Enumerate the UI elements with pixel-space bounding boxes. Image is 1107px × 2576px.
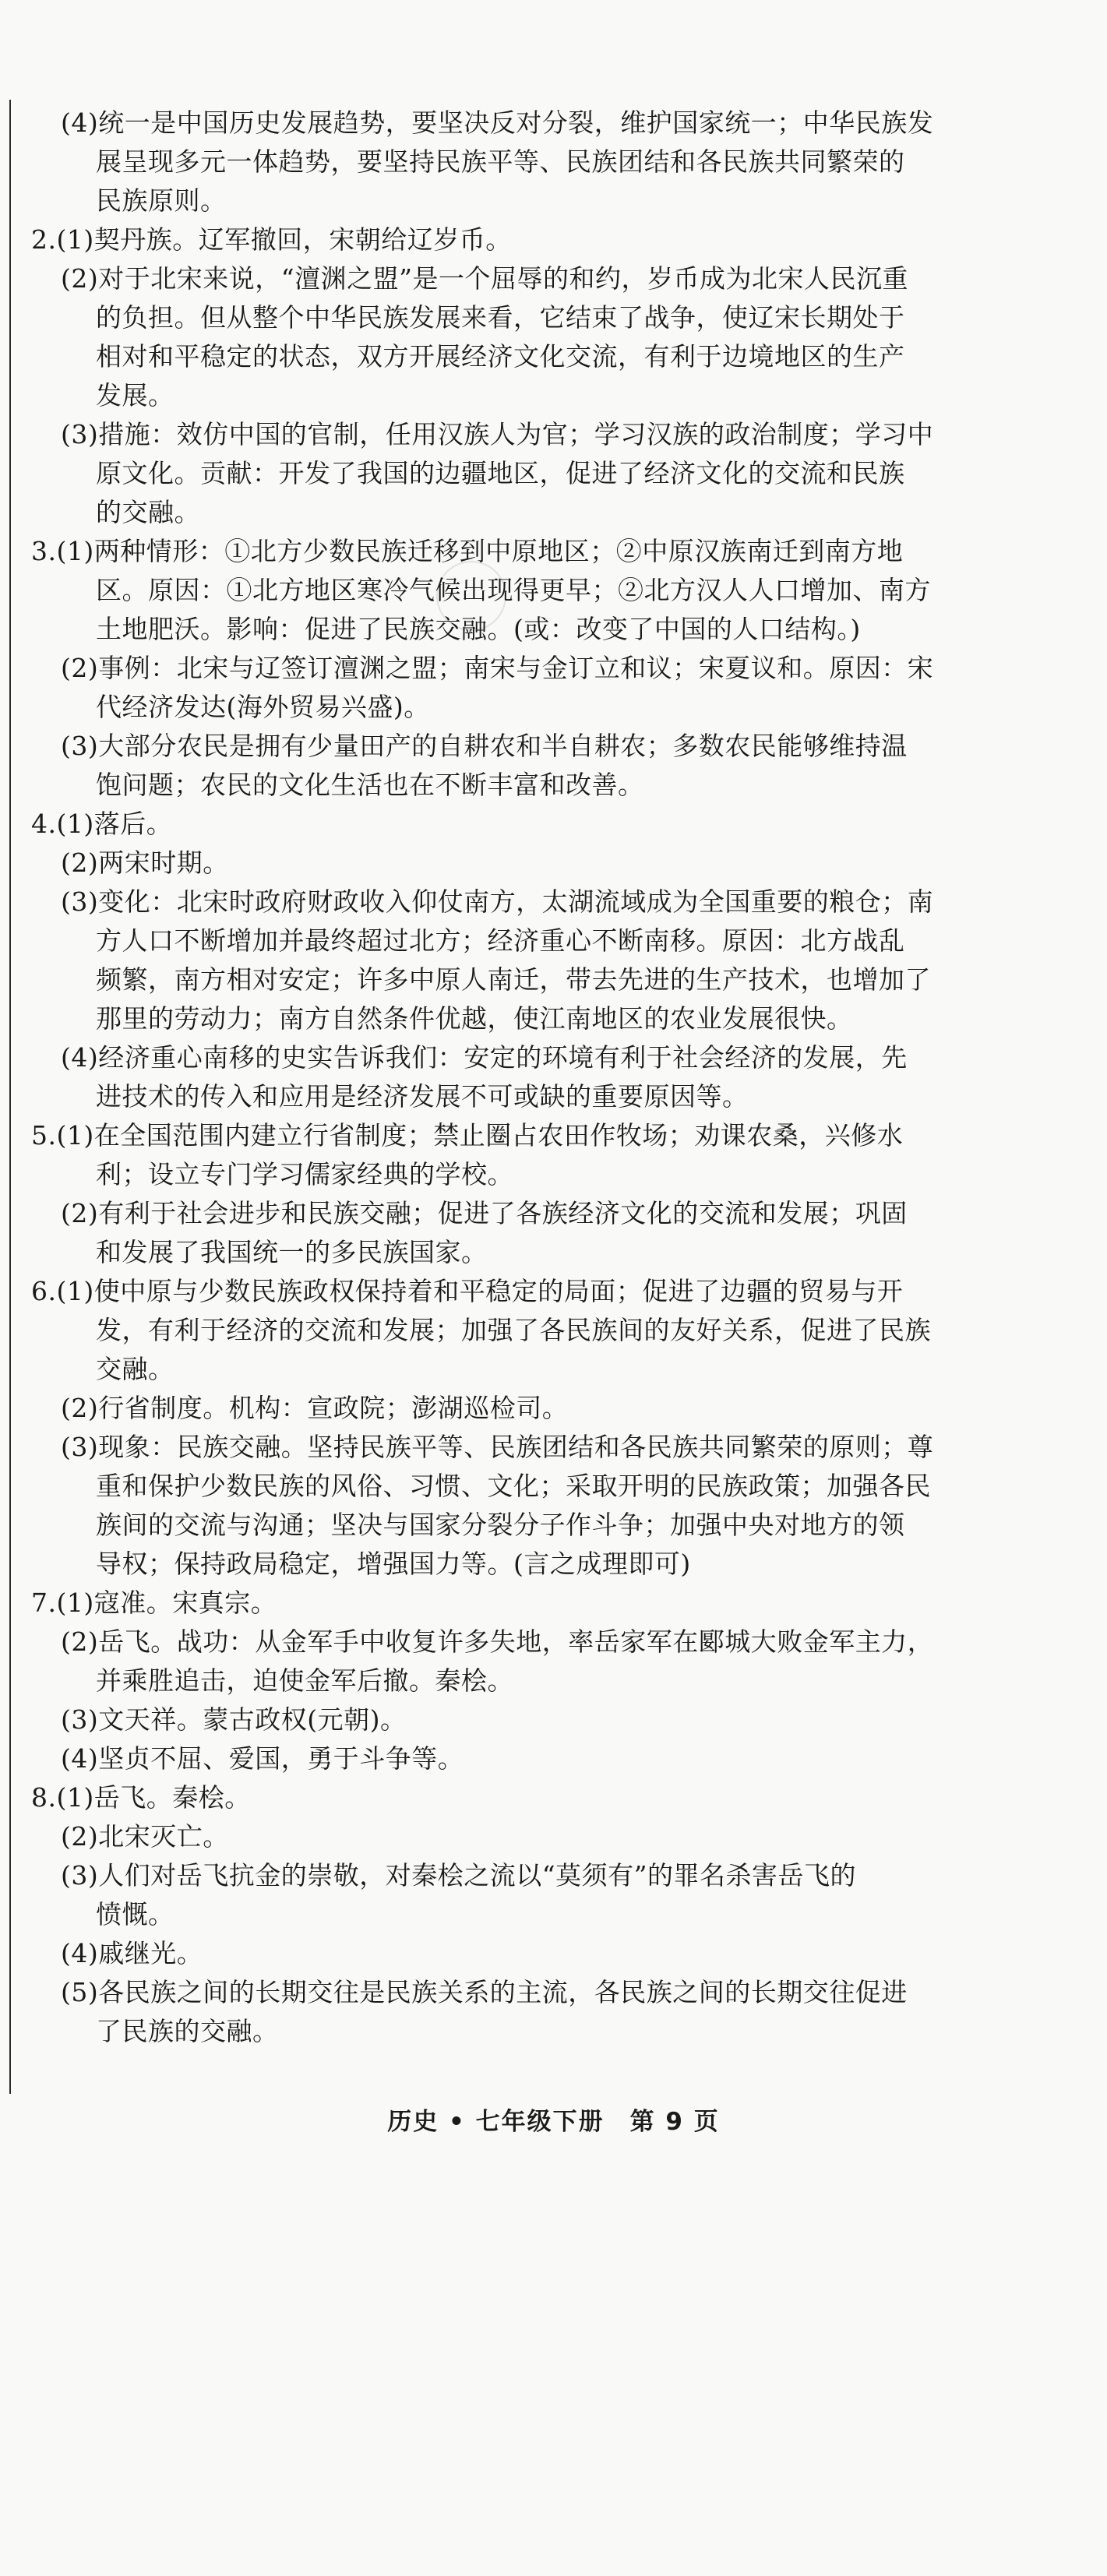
text-line: (2)事例：北宋与辽签订澶渊之盟；南宋与金订立和议；宋夏议和。原因：宋 bbox=[61, 653, 934, 683]
text-line: (4)坚贞不屈、爱国，勇于斗争等。 bbox=[61, 1743, 464, 1774]
text-line: (2)北宋灭亡。 bbox=[61, 1821, 229, 1852]
text-line: 相对和平稳定的状态，双方开展经济文化交流，有利于边境地区的生产 bbox=[96, 341, 905, 372]
text-line: (3)变化：北宋时政府财政收入仰仗南方，太湖流域成为全国重要的粮仓；南 bbox=[61, 886, 934, 917]
text-line: (2)两宋时期。 bbox=[61, 848, 229, 878]
text-line: 4.(1)落后。 bbox=[31, 809, 173, 839]
text-line: 发，有利于经济的交流和发展；加强了各民族间的友好关系，促进了民族 bbox=[96, 1315, 931, 1345]
text-line: 那里的劳动力；南方自然条件优越，使江南地区的农业发展很快。 bbox=[96, 1003, 853, 1034]
text-line: 交融。 bbox=[96, 1354, 175, 1384]
text-line: 3.(1)两种情形：①北方少数民族迁移到中原地区；②中原汉族南迁到南方地 bbox=[31, 536, 904, 566]
text-line: 7.(1)寇准。宋真宗。 bbox=[31, 1588, 277, 1618]
text-line: 6.(1)使中原与少数民族政权保持着和平稳定的局面；促进了边疆的贸易与开 bbox=[31, 1276, 904, 1306]
text-line: 利；设立专门学习儒家经典的学校。 bbox=[96, 1159, 513, 1189]
text-line: 并乘胜追击，迫使金军后撤。秦桧。 bbox=[96, 1665, 513, 1696]
text-line: 族间的交流与沟通；坚决与国家分裂分子作斗争；加强中央对地方的领 bbox=[96, 1510, 905, 1540]
text-line: (2)有利于社会进步和民族交融；促进了各族经济文化的交流和发展；巩固 bbox=[61, 1198, 908, 1228]
text-line: 的交融。 bbox=[96, 497, 200, 527]
text-line: 重和保护少数民族的风俗、习惯、文化；采取开明的民族政策；加强各民 bbox=[96, 1471, 931, 1501]
text-line: (3)文天祥。蒙古政权(元朝)。 bbox=[61, 1704, 407, 1735]
text-line: 进技术的传入和应用是经济发展不可或缺的重要原因等。 bbox=[96, 1081, 749, 1112]
text-line: (3)现象：民族交融。坚持民族平等、民族团结和各民族共同繁荣的原则；尊 bbox=[61, 1432, 934, 1462]
text-line: (4)经济重心南移的史实告诉我们：安定的环境有利于社会经济的发展，先 bbox=[61, 1042, 908, 1073]
text-line: 5.(1)在全国范围内建立行省制度；禁止圈占农田作牧场；劝课农桑，兴修水 bbox=[31, 1120, 904, 1151]
text-line: (3)大部分农民是拥有少量田产的自耕农和半自耕农；多数农民能够维持温 bbox=[61, 731, 908, 761]
text-line: (4)统一是中国历史发展趋势，要坚决反对分裂，维护国家统一；中华民族发 bbox=[61, 107, 934, 138]
text-line: 导权；保持政局稳定，增强国力等。(言之成理即可) bbox=[96, 1549, 691, 1579]
text-line: (2)岳飞。战功：从金军手中收复许多失地，率岳家军在郾城大败金军主力， bbox=[61, 1626, 934, 1657]
text-line: 愤慨。 bbox=[96, 1899, 175, 1929]
text-line: 代经济发达(海外贸易兴盛)。 bbox=[96, 692, 430, 722]
text-line: 2.(1)契丹族。辽军撤回，宋朝给辽岁币。 bbox=[31, 224, 512, 255]
margin-rule bbox=[9, 100, 11, 2094]
text-line: 区。原因：①北方地区寒冷气候出现得更早；②北方汉人人口增加、南方 bbox=[96, 575, 931, 605]
text-line: 的负担。但从整个中华民族发展来看，它结束了战争，使辽宋长期处于 bbox=[96, 302, 905, 333]
text-line: 发展。 bbox=[96, 380, 175, 411]
text-line: (2)行省制度。机构：宣政院；澎湖巡检司。 bbox=[61, 1393, 569, 1423]
text-line: 8.(1)岳飞。秦桧。 bbox=[31, 1782, 251, 1813]
text-line: 土地肥沃。影响：促进了民族交融。(或：改变了中国的人口结构。) bbox=[96, 614, 861, 644]
text-line: 饱问题；农民的文化生活也在不断丰富和改善。 bbox=[96, 770, 644, 800]
text-line: 展呈现多元一体趋势，要坚持民族平等、民族团结和各民族共同繁荣的 bbox=[96, 146, 905, 177]
text-line: (3)措施：效仿中国的官制，任用汉族人为官；学习汉族的政治制度；学习中 bbox=[61, 419, 934, 449]
text-line: 和发展了我国统一的多民族国家。 bbox=[96, 1237, 488, 1267]
text-line: (5)各民族之间的长期交往是民族关系的主流，各民族之间的长期交往促进 bbox=[61, 1977, 908, 2007]
text-line: 了民族的交融。 bbox=[96, 2016, 279, 2046]
text-line: (4)戚继光。 bbox=[61, 1938, 203, 1968]
answer-text-block bbox=[31, 104, 974, 2051]
text-line: 频繁，南方相对安定；许多中原人南迁，带去先进的生产技术，也增加了 bbox=[96, 964, 931, 995]
text-line: 民族原则。 bbox=[96, 185, 227, 216]
text-line: (3)人们对岳飞抗金的崇敬，对秦桧之流以“莫须有”的罪名杀害岳飞的 bbox=[61, 1860, 856, 1891]
text-line: (2)对于北宋来说，“澶渊之盟”是一个屈辱的和约，岁币成为北宋人民沉重 bbox=[61, 263, 908, 294]
text-line: 原文化。贡献：开发了我国的边疆地区，促进了经济文化的交流和民族 bbox=[96, 458, 905, 488]
page-footer: 历史 • 七年级下册 第 9 页 bbox=[387, 2108, 720, 2136]
text-line: 方人口不断增加并最终超过北方；经济重心不断南移。原因：北方战乱 bbox=[96, 925, 905, 956]
